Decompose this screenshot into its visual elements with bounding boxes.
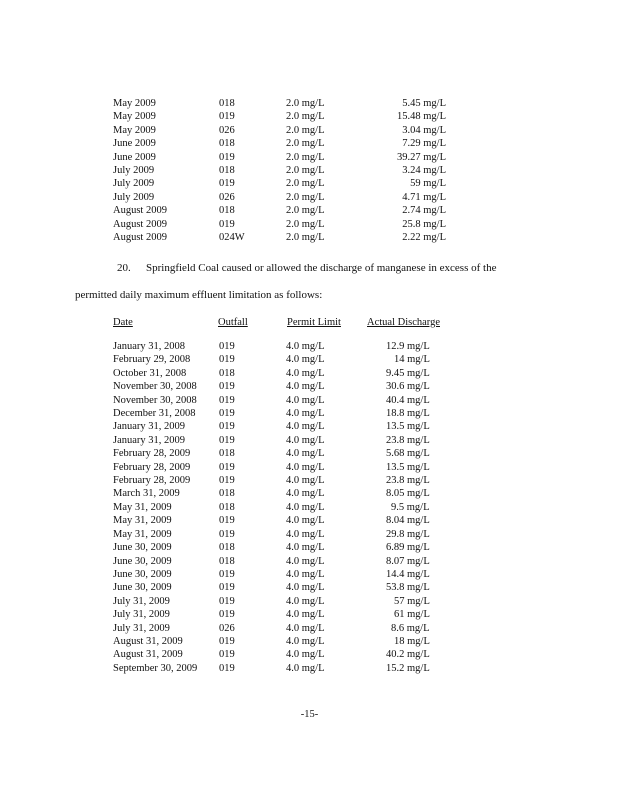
cell-outfall: 019: [219, 151, 235, 163]
actual-discharge-value: 12.9 mg/L: [386, 341, 430, 352]
cell-permit-limit: 4.0 mg/L: [286, 367, 325, 379]
cell-permit-limit: 4.0 mg/L: [286, 448, 325, 460]
cell-permit-limit: 4.0 mg/L: [286, 649, 325, 661]
cell-outfall: 018: [219, 488, 235, 500]
actual-discharge-value: 18 mg/L: [394, 635, 430, 647]
actual-discharge-value: 53.8 mg/L: [386, 582, 430, 594]
cell-actual-discharge: [368, 394, 446, 407]
table-row: [113, 501, 446, 514]
table-row: [113, 353, 446, 366]
table-row: [113, 541, 446, 554]
cell-permit-limit: 4.0 mg/L: [286, 609, 325, 621]
cell-permit-limit: 4.0 mg/L: [286, 354, 325, 366]
table-row: [113, 407, 446, 420]
cell-actual-discharge: [368, 340, 446, 353]
table-row: [113, 487, 446, 500]
table-row: [113, 474, 446, 487]
cell-permit-limit: 2.0 mg/L: [286, 218, 325, 230]
actual-discharge-value: 8.05 mg/L: [386, 488, 430, 500]
actual-discharge-value: 5.68 mg/L: [386, 448, 430, 460]
actual-discharge-value: 30.6 mg/L: [386, 381, 430, 393]
cell-actual-discharge: 25.8 mg/L: [402, 218, 446, 230]
cell-permit-limit: 2.0 mg/L: [286, 98, 325, 109]
cell-outfall: 019: [219, 341, 235, 352]
table-row: [113, 514, 446, 527]
actual-discharge-value: 8.04 mg/L: [386, 515, 430, 527]
actual-discharge-value: 23.8 mg/L: [386, 475, 430, 487]
cell-date: January 31, 2009: [113, 434, 186, 446]
cell-outfall: 018: [219, 501, 235, 513]
cell-date: August 2009: [113, 205, 167, 217]
table-row: [113, 204, 446, 217]
table-row: [113, 447, 446, 460]
cell-date: November 30, 2008: [113, 394, 197, 406]
actual-discharge-value: 6.89 mg/L: [386, 542, 430, 554]
cell-permit-limit: 4.0 mg/L: [286, 582, 325, 594]
cell-date: February 28, 2009: [113, 461, 191, 473]
actual-discharge-value: 61 mg/L: [394, 609, 430, 621]
cell-permit-limit: 2.0 mg/L: [286, 205, 325, 217]
manganese-table-body: [113, 340, 446, 675]
column-header-actual-discharge: Actual Discharge: [367, 317, 440, 328]
cell-outfall: 019: [219, 515, 235, 527]
cell-date: August 31, 2009: [113, 635, 183, 647]
table-row: [113, 622, 446, 635]
cell-date: August 31, 2009: [113, 649, 183, 661]
actual-discharge-value: 8.07 mg/L: [386, 555, 430, 567]
cell-actual-discharge: [368, 420, 446, 433]
table-row: [113, 151, 446, 164]
cell-actual-discharge: 7.29 mg/L: [402, 138, 446, 150]
cell-outfall: 019: [219, 111, 235, 123]
cell-outfall: 019: [219, 528, 235, 540]
cell-actual-discharge: [368, 541, 446, 554]
cell-permit-limit: 4.0 mg/L: [286, 501, 325, 513]
cell-outfall: 018: [219, 367, 235, 379]
cell-permit-limit: 2.0 mg/L: [286, 165, 325, 177]
actual-discharge-value: 8.6 mg/L: [391, 622, 430, 634]
cell-actual-discharge: 3.04 mg/L: [402, 124, 446, 136]
cell-permit-limit: 4.0 mg/L: [286, 568, 325, 580]
cell-actual-discharge: [368, 648, 446, 661]
cell-outfall: 019: [219, 649, 235, 661]
cell-outfall: 019: [219, 421, 235, 433]
table-row: [113, 380, 446, 393]
cell-date: May 2009: [113, 111, 156, 123]
column-header-permit-limit: Permit Limit: [287, 317, 341, 328]
cell-permit-limit: 2.0 mg/L: [286, 178, 325, 190]
cell-outfall: 018: [219, 542, 235, 554]
cell-outfall: 019: [219, 381, 235, 393]
cell-actual-discharge: [368, 635, 446, 648]
cell-permit-limit: 4.0 mg/L: [286, 622, 325, 634]
table-row: [113, 420, 446, 433]
cell-outfall: 019: [219, 609, 235, 621]
cell-permit-limit: 4.0 mg/L: [286, 595, 325, 607]
column-header-outfall: Outfall: [218, 317, 248, 328]
cell-actual-discharge: [368, 528, 446, 541]
cell-actual-discharge: 2.74 mg/L: [402, 205, 446, 217]
table-row: [113, 137, 446, 150]
cell-actual-discharge: [368, 568, 446, 581]
cell-outfall: 019: [219, 218, 235, 230]
cell-date: July 2009: [113, 191, 155, 203]
cell-date: March 31, 2009: [113, 488, 180, 500]
cell-permit-limit: 4.0 mg/L: [286, 515, 325, 527]
cell-permit-limit: 4.0 mg/L: [286, 421, 325, 433]
cell-outfall: 019: [219, 394, 235, 406]
cell-date: June 30, 2009: [113, 555, 172, 567]
cell-permit-limit: 4.0 mg/L: [286, 408, 325, 420]
table-row: [113, 555, 446, 568]
paragraph-text-line-1: Springfield Coal caused or allowed the discharge of manganese in excess of the: [146, 262, 497, 274]
table-row: [113, 434, 446, 447]
cell-outfall: 019: [219, 178, 235, 190]
cell-outfall: 019: [219, 461, 235, 473]
actual-discharge-value: 40.2 mg/L: [386, 649, 430, 661]
actual-discharge-value: 13.5 mg/L: [386, 421, 430, 433]
table-row: [113, 662, 446, 675]
cell-permit-limit: 4.0 mg/L: [286, 461, 325, 473]
cell-outfall: 019: [219, 354, 235, 366]
cell-outfall: 019: [219, 434, 235, 446]
cell-date: November 30, 2008: [113, 381, 197, 393]
cell-actual-discharge: 59 mg/L: [410, 178, 446, 190]
cell-outfall: 019: [219, 582, 235, 594]
paragraph-number: 20.: [117, 262, 131, 274]
cell-actual-discharge: [368, 581, 446, 594]
cell-permit-limit: 4.0 mg/L: [286, 475, 325, 487]
cell-permit-limit: 2.0 mg/L: [286, 191, 325, 203]
cell-actual-discharge: [368, 434, 446, 447]
cell-date: July 31, 2009: [113, 595, 170, 607]
cell-date: January 31, 2009: [113, 421, 186, 433]
table-row: [113, 97, 446, 110]
cell-permit-limit: 4.0 mg/L: [286, 394, 325, 406]
cell-outfall: 018: [219, 555, 235, 567]
cell-actual-discharge: [368, 380, 446, 393]
cell-date: May 31, 2009: [113, 515, 172, 527]
cell-actual-discharge: [368, 461, 446, 474]
cell-actual-discharge: [368, 501, 446, 514]
cell-date: December 31, 2008: [113, 408, 196, 420]
cell-date: August 2009: [113, 232, 167, 244]
actual-discharge-value: 57 mg/L: [394, 595, 430, 607]
cell-outfall: 018: [219, 165, 235, 177]
cell-date: June 30, 2009: [113, 568, 172, 580]
table-row: [113, 595, 446, 608]
cell-date: February 28, 2009: [113, 448, 191, 460]
cell-outfall: 018: [219, 138, 235, 150]
actual-discharge-value: 14 mg/L: [394, 354, 430, 366]
cell-date: May 31, 2009: [113, 528, 172, 540]
cell-permit-limit: 4.0 mg/L: [286, 662, 325, 674]
cell-actual-discharge: [368, 407, 446, 420]
cell-date: May 2009: [113, 98, 156, 109]
cell-outfall: 019: [219, 635, 235, 647]
cell-outfall: 018: [219, 98, 235, 109]
cell-outfall: 026: [219, 124, 235, 136]
actual-discharge-value: 23.8 mg/L: [386, 434, 430, 446]
cell-date: July 31, 2009: [113, 609, 170, 621]
actual-discharge-value: 15.2 mg/L: [386, 662, 430, 674]
cell-permit-limit: 2.0 mg/L: [286, 151, 325, 163]
cell-actual-discharge: [368, 474, 446, 487]
cell-outfall: 019: [219, 475, 235, 487]
paragraph-text-line-2: permitted daily maximum effluent limitation as follows:: [75, 289, 323, 301]
cell-date: February 29, 2008: [113, 354, 191, 366]
cell-outfall: 018: [219, 448, 235, 460]
cell-actual-discharge: [368, 353, 446, 366]
table-row: [113, 124, 446, 137]
cell-actual-discharge: 2.22 mg/L: [402, 232, 446, 244]
cell-actual-discharge: 5.45 mg/L: [402, 98, 446, 109]
cell-actual-discharge: [368, 622, 446, 635]
exceedance-table-continued: [113, 97, 446, 244]
cell-date: August 2009: [113, 218, 167, 230]
cell-date: October 31, 2008: [113, 367, 187, 379]
cell-actual-discharge: [368, 662, 446, 675]
table-row: [113, 367, 446, 380]
cell-date: June 30, 2009: [113, 542, 172, 554]
table-row: [113, 648, 446, 661]
cell-permit-limit: 4.0 mg/L: [286, 635, 325, 647]
cell-date: September 30, 2009: [113, 662, 198, 674]
table-row: [113, 581, 446, 594]
cell-permit-limit: 2.0 mg/L: [286, 124, 325, 136]
cell-actual-discharge: [368, 367, 446, 380]
cell-date: February 28, 2009: [113, 475, 191, 487]
page-number: -15-: [300, 709, 319, 720]
cell-permit-limit: 2.0 mg/L: [286, 111, 325, 123]
actual-discharge-value: 14.4 mg/L: [386, 568, 430, 580]
table-row: [113, 340, 446, 353]
cell-actual-discharge: [368, 487, 446, 500]
cell-actual-discharge: [368, 447, 446, 460]
cell-permit-limit: 2.0 mg/L: [286, 138, 325, 150]
table-row: [113, 218, 446, 231]
cell-permit-limit: 4.0 mg/L: [286, 528, 325, 540]
cell-actual-discharge: 39.27 mg/L: [397, 151, 446, 163]
cell-actual-discharge: [368, 595, 446, 608]
cell-actual-discharge: [368, 555, 446, 568]
exceedance-table-body: [113, 97, 446, 244]
cell-date: July 31, 2009: [113, 622, 170, 634]
cell-actual-discharge: [368, 514, 446, 527]
actual-discharge-value: 9.45 mg/L: [386, 367, 430, 379]
table-row: [113, 635, 446, 648]
table-row: [113, 231, 446, 244]
cell-permit-limit: 4.0 mg/L: [286, 381, 325, 393]
cell-permit-limit: 4.0 mg/L: [286, 488, 325, 500]
cell-date: July 2009: [113, 178, 155, 190]
cell-actual-discharge: 3.24 mg/L: [402, 165, 446, 177]
cell-outfall: 026: [219, 191, 235, 203]
table-row: [113, 528, 446, 541]
cell-date: May 31, 2009: [113, 501, 172, 513]
table-row: [113, 191, 446, 204]
actual-discharge-value: 13.5 mg/L: [386, 461, 430, 473]
table-row: [113, 461, 446, 474]
actual-discharge-value: 40.4 mg/L: [386, 394, 430, 406]
actual-discharge-value: 29.8 mg/L: [386, 528, 430, 540]
actual-discharge-value: 18.8 mg/L: [386, 408, 430, 420]
cell-permit-limit: 4.0 mg/L: [286, 341, 325, 352]
cell-date: June 2009: [113, 138, 156, 150]
manganese-exceedance-table: [113, 340, 446, 675]
table-row: [113, 177, 446, 190]
cell-outfall: 026: [219, 622, 235, 634]
table-row: [113, 394, 446, 407]
cell-outfall: 018: [219, 205, 235, 217]
table-row: [113, 164, 446, 177]
cell-permit-limit: 4.0 mg/L: [286, 434, 325, 446]
cell-outfall: 019: [219, 662, 235, 674]
cell-outfall: 019: [219, 568, 235, 580]
cell-actual-discharge: [368, 608, 446, 621]
cell-actual-discharge: 4.71 mg/L: [402, 191, 446, 203]
cell-outfall: 024W: [219, 232, 245, 244]
cell-outfall: 019: [219, 408, 235, 420]
table-row: [113, 608, 446, 621]
cell-outfall: 019: [219, 595, 235, 607]
actual-discharge-value: 9.5 mg/L: [391, 501, 430, 513]
cell-permit-limit: 2.0 mg/L: [286, 232, 325, 244]
cell-actual-discharge: 15.48 mg/L: [397, 111, 446, 123]
cell-date: June 2009: [113, 151, 156, 163]
cell-permit-limit: 4.0 mg/L: [286, 555, 325, 567]
table-row: [113, 568, 446, 581]
cell-date: June 30, 2009: [113, 582, 172, 594]
table-row: [113, 110, 446, 123]
cell-date: July 2009: [113, 165, 155, 177]
cell-date: May 2009: [113, 124, 156, 136]
column-header-date: Date: [113, 317, 133, 328]
cell-permit-limit: 4.0 mg/L: [286, 542, 325, 554]
cell-date: January 31, 2008: [113, 341, 186, 352]
